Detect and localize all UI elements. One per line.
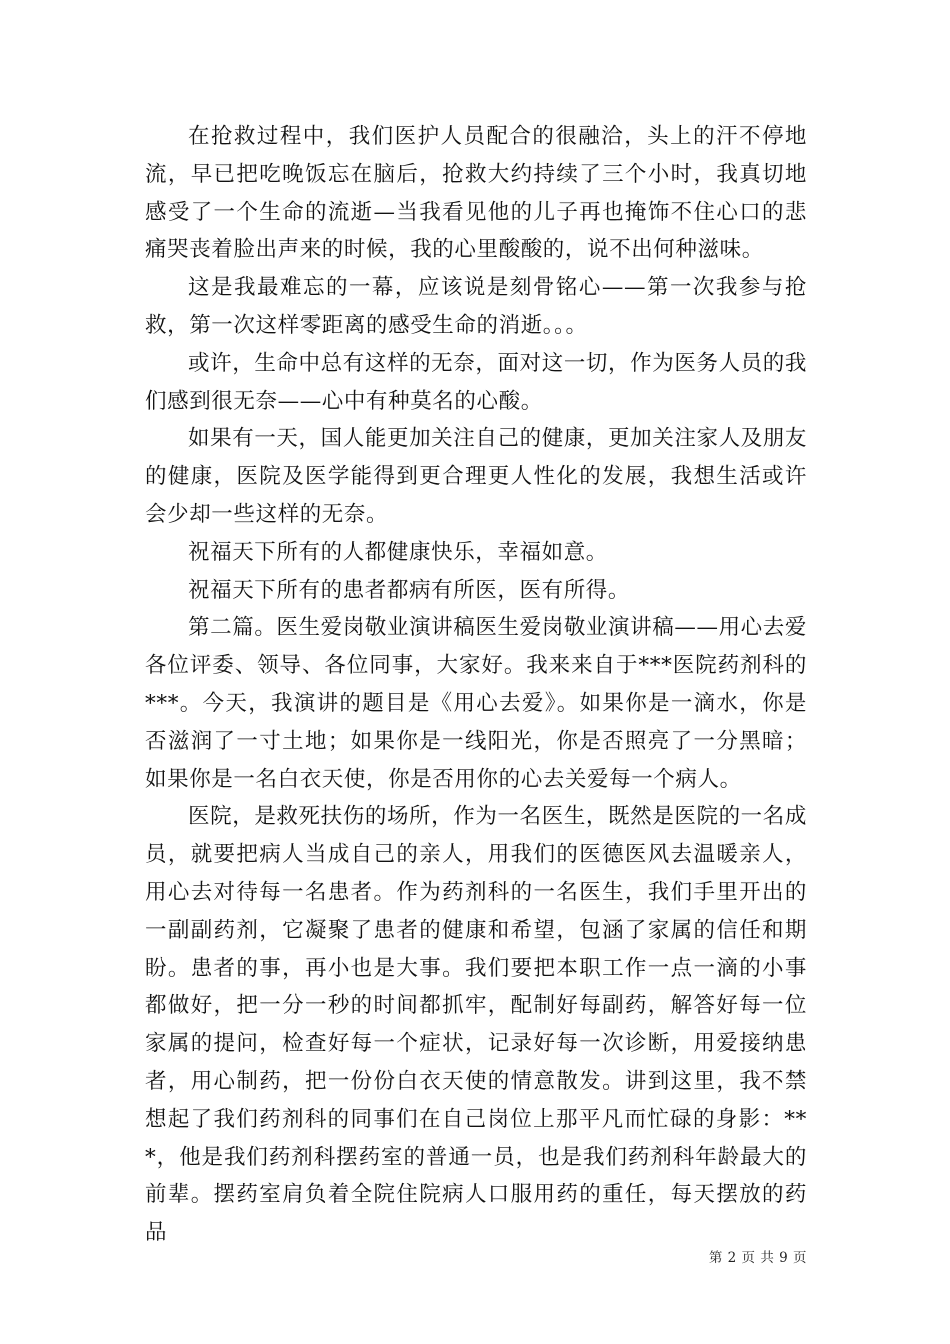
page-number-footer: 第 2 页 共 9 页 bbox=[708, 1250, 807, 1266]
paragraph-blessing-all: 祝福天下所有的人都健康快乐，幸福如意。 bbox=[188, 539, 608, 565]
paragraph-hospital: 医院，是救死扶伤的场所，作为一名医生，既然是医院的一名成员，就要把病人当成自己的亲人，用我们的医德医风去温暖亲人，用心去对待每一名患者。作为药剂科的一名医生，我们手里开出的一副副药剂，它凝聚了患者的健康和希望，包涵了家属的信任和期盼。患者的事，再小也是大事。我们要把本职工作一点一滴的小事都做好，把一分一秒的时间都抓牢，配制好每副药，解答好每一位家属的提问，检查好每一个症状，记录好每一次诊断，用爱接纳患者，用心制药，把一份份白衣天使的情意散发。讲到这里，我不禁想起了我们药剂科的同事们在自己岗位上那平凡而忙碌的身影：***，他是我们药剂科摆药室的普通一员，也是我们药剂科年龄最大的前辈。摆药室肩负着全院住院病人口服用药的重任，每天摆放的药品 bbox=[145, 804, 807, 1246]
paragraph-rescue: 在抢救过程中，我们医护人员配合的很融洽，头上的汗不停地流，早已把吃晚饭忘在脑后，抢救大约持续了三个小时，我真切地感受了一个生命的流逝—当我看见他的儿子再也掩饰不住心口的悲痛哭丧着脸出声来的时候，我的心里酸酸的，说不出何种滋味。 bbox=[145, 124, 807, 263]
paragraph-unforgettable: 这是我最难忘的一幕，应该说是刻骨铭心——第一次我参与抢救，第一次这样零距离的感受生命的消逝。。。 bbox=[145, 275, 807, 338]
paragraph-hope: 如果有一天，国人能更加关注自己的健康，更加关注家人及朋友的健康，医院及医学能得到更合理更人性化的发展，我想生活或许会少却一些这样的无奈。 bbox=[145, 426, 807, 527]
paragraph-helplessness: 或许，生命中总有这样的无奈，面对这一切，作为医务人员的我们感到很无奈——心中有种莫名的心酸。 bbox=[145, 350, 807, 414]
document-body bbox=[145, 118, 807, 1252]
paragraph-second-speech: 第二篇。医生爱岗敬业演讲稿医生爱岗敬业演讲稿——用心去爱各位评委、领导、各位同事，大家好。我来来自于***医院药剂科的***。今天，我演讲的题目是《用心去爱》。如果你是一滴水，你是否滋润了一寸土地；如果你是一线阳光，你是否照亮了一分黑暗；如果你是一名白衣天使，你是否用你的心去关爱每一个病人。 bbox=[145, 615, 807, 792]
paragraph-blessing-patients: 祝福天下所有的患者都病有所医，医有所得。 bbox=[188, 577, 631, 603]
